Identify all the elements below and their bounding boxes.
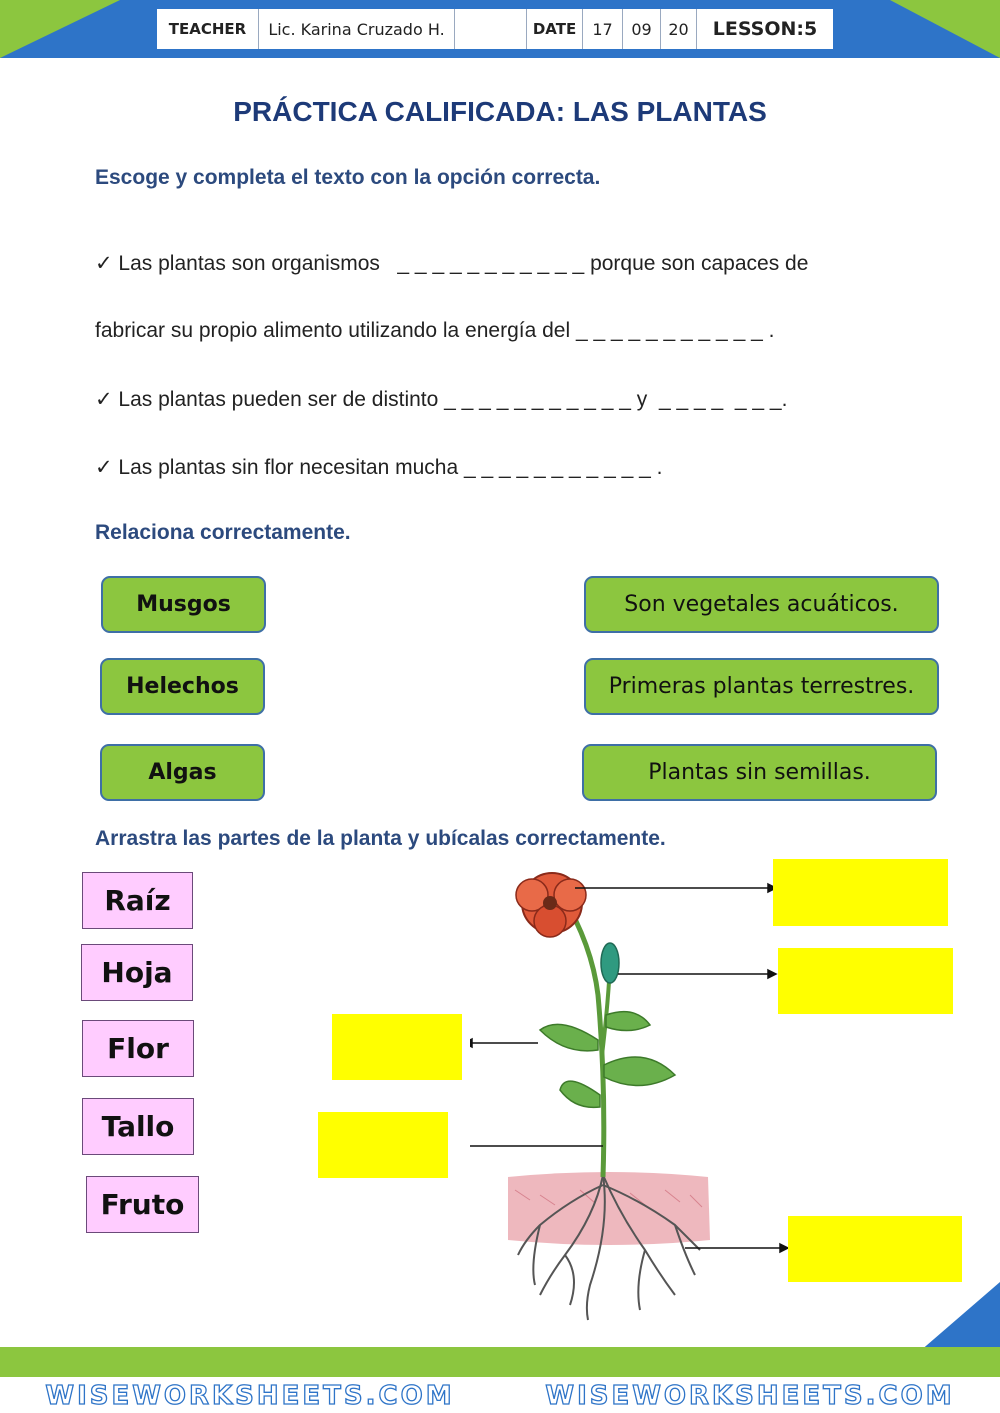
drag-word-hoja[interactable]: Hoja bbox=[81, 944, 193, 1001]
section-fill-heading: Escoge y completa el texto con la opción correcta. bbox=[95, 166, 601, 189]
flower-icon bbox=[516, 873, 586, 937]
date-label: DATE bbox=[527, 9, 583, 49]
header-spacer bbox=[455, 9, 527, 49]
match-left-algas[interactable]: Algas bbox=[100, 744, 265, 801]
date-year: 20 bbox=[661, 9, 697, 49]
fill-line-3: ✓ Las plantas pueden ser de distinto _ _ _ _ _ _ _ _ _ _ _ y _ _ _ _ _ _ _. bbox=[95, 388, 788, 411]
header-corner-left bbox=[0, 0, 120, 58]
page-title: PRÁCTICA CALIFICADA: LAS PLANTAS bbox=[233, 96, 767, 127]
date-month: 09 bbox=[623, 9, 661, 49]
fill-line-4: ✓ Las plantas sin flor necesitan mucha _ _ _ _ _ _ _ _ _ _ _ . bbox=[95, 456, 663, 479]
fill-line-2: fabricar su propio alimento utilizando la energía del _ _ _ _ _ _ _ _ _ _ _ . bbox=[95, 319, 775, 342]
leaf-icon bbox=[604, 1057, 675, 1086]
header-corner-right bbox=[890, 0, 1000, 58]
drag-word-fruto[interactable]: Fruto bbox=[86, 1176, 199, 1233]
section-drag-heading: Arrastra las partes de la planta y ubícalas correctamente. bbox=[95, 827, 666, 850]
match-left-musgos[interactable]: Musgos bbox=[101, 576, 266, 633]
brand-text-1: WISEWORKSHEETS.COM bbox=[45, 1380, 455, 1411]
teacher-label: TEACHER bbox=[157, 9, 259, 49]
teacher-name: Lic. Karina Cruzado H. bbox=[259, 9, 455, 49]
drag-word-raiz[interactable]: Raíz bbox=[82, 872, 193, 929]
match-right-2[interactable]: Primeras plantas terrestres. bbox=[584, 658, 939, 715]
match-left-helechos[interactable]: Helechos bbox=[100, 658, 265, 715]
fill-line-1: ✓ Las plantas son organismos _ _ _ _ _ _ _ _ _ _ _ porque son capaces de bbox=[95, 252, 809, 275]
date-day: 17 bbox=[583, 9, 623, 49]
brand-text-2: WISEWORKSHEETS.COM bbox=[545, 1380, 955, 1411]
drag-word-tallo[interactable]: Tallo bbox=[82, 1098, 194, 1155]
drop-zone-root[interactable] bbox=[788, 1216, 962, 1282]
footer-brand bbox=[0, 1378, 1000, 1413]
header-info-table bbox=[156, 8, 834, 50]
drop-zone-leaf[interactable] bbox=[332, 1014, 462, 1080]
section-match-heading: Relaciona correctamente. bbox=[95, 521, 351, 544]
drag-word-flor[interactable]: Flor bbox=[82, 1020, 194, 1077]
leaf-icon bbox=[560, 1081, 600, 1107]
footer-bar bbox=[0, 1347, 1000, 1377]
match-right-1[interactable]: Son vegetales acuáticos. bbox=[584, 576, 939, 633]
drop-zone-flower[interactable] bbox=[773, 859, 948, 926]
plant-illustration bbox=[470, 855, 810, 1325]
leaf-icon bbox=[540, 1024, 598, 1050]
drop-zone-fruit[interactable] bbox=[778, 948, 953, 1014]
lesson-number: LESSON:5 bbox=[712, 18, 818, 40]
bud-icon bbox=[601, 943, 619, 983]
leaf-icon bbox=[606, 1012, 650, 1031]
drop-zone-stem[interactable] bbox=[318, 1112, 448, 1178]
match-right-3[interactable]: Plantas sin semillas. bbox=[582, 744, 937, 801]
